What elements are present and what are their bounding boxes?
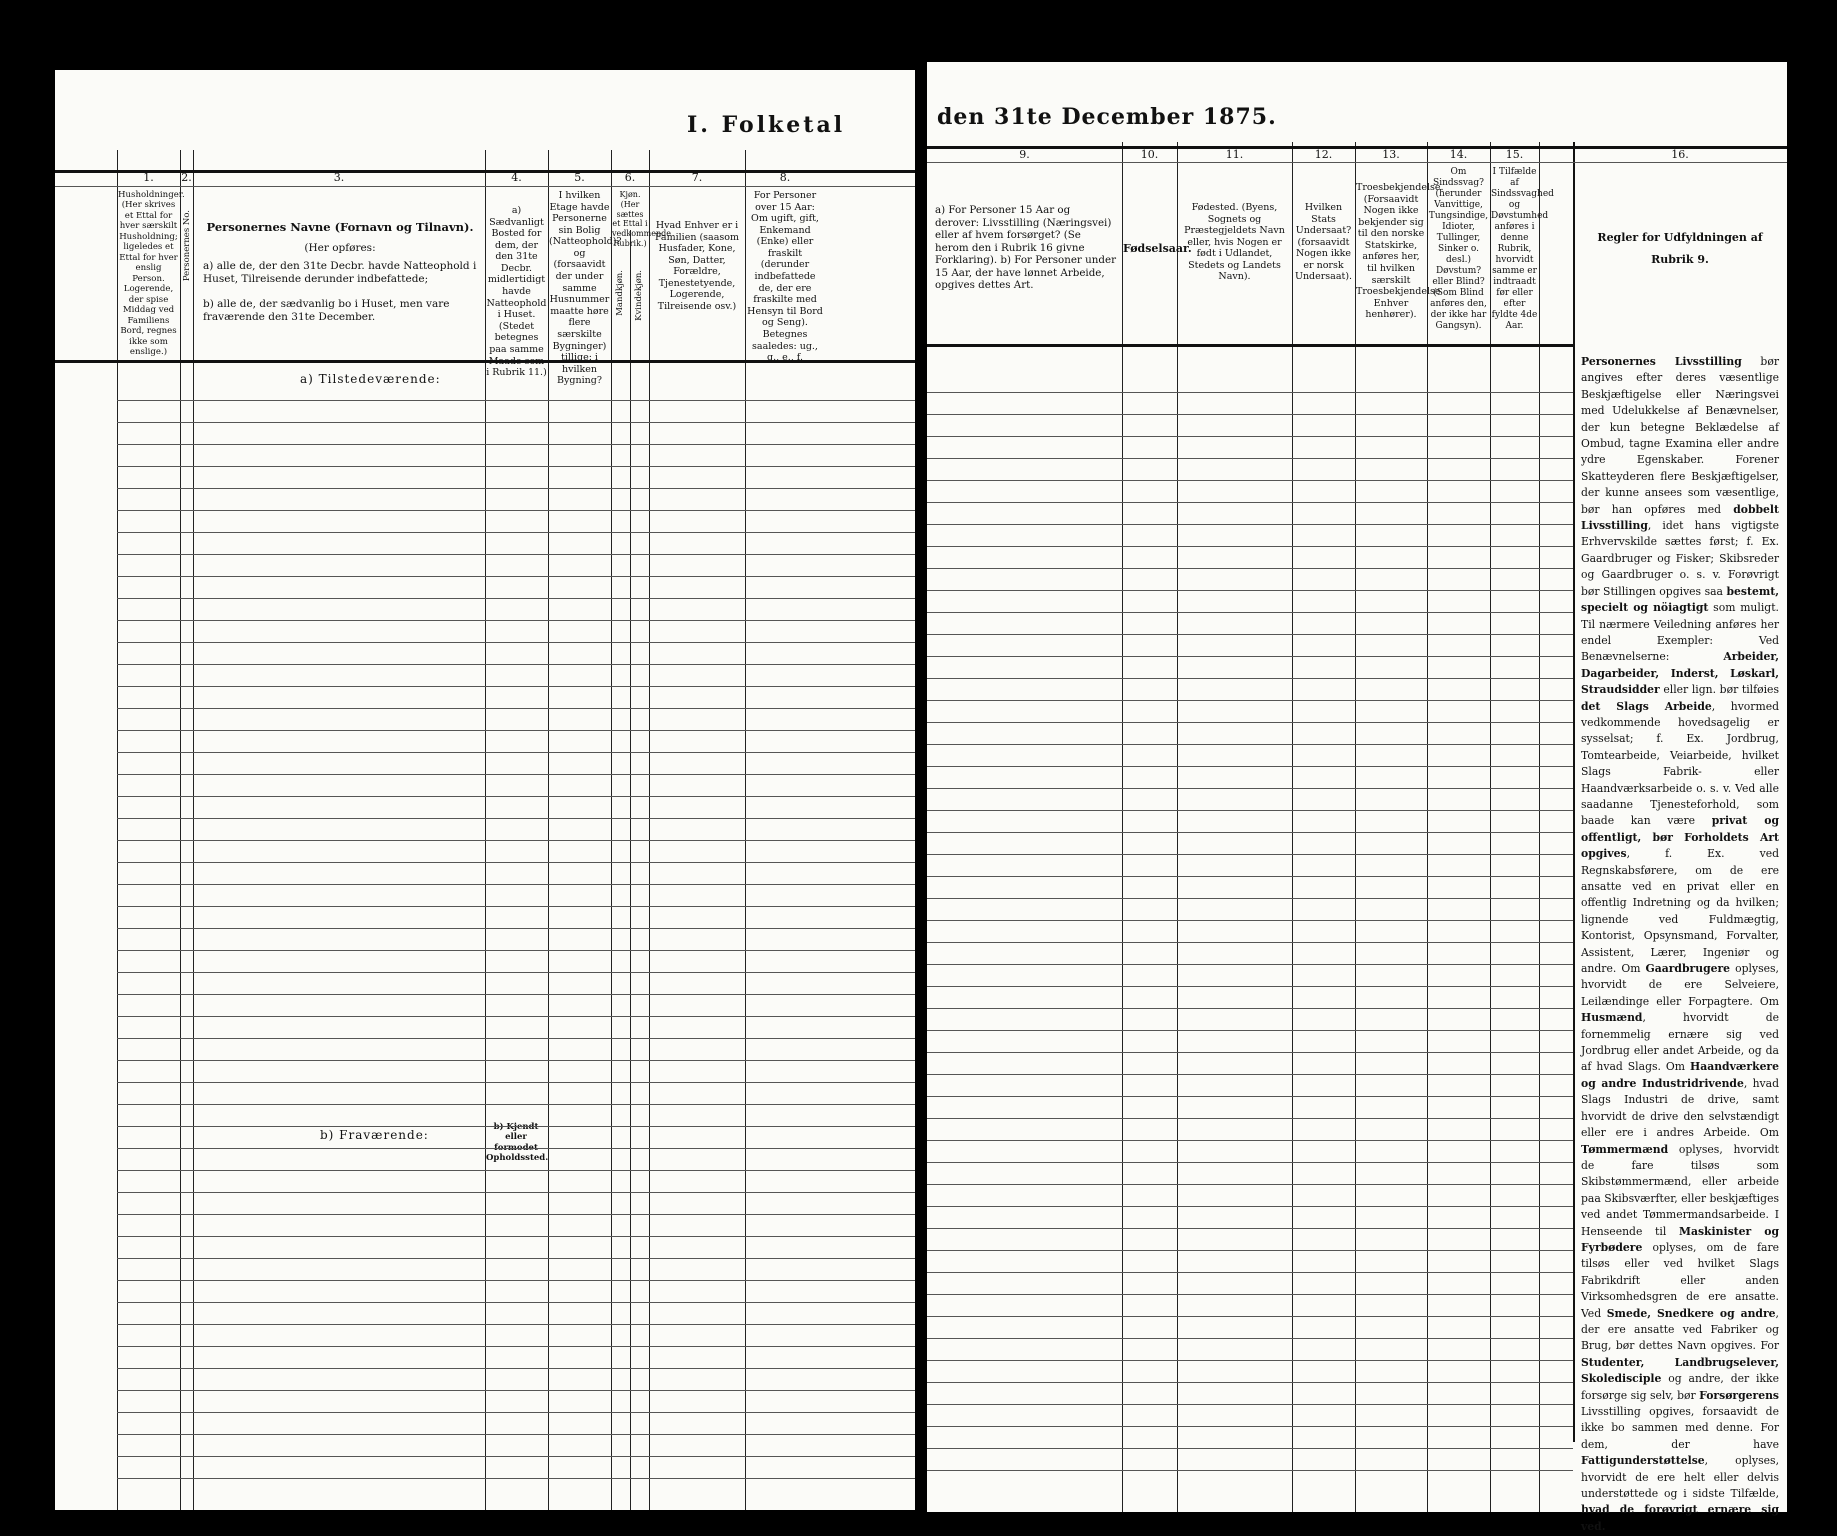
col-num-5: 5. xyxy=(574,171,585,184)
entry-line xyxy=(927,1140,1573,1141)
entry-line xyxy=(927,612,1573,613)
entry-line xyxy=(117,840,915,841)
left-page xyxy=(55,70,915,1510)
entry-line xyxy=(927,986,1573,987)
entry-line xyxy=(117,422,915,423)
entry-line xyxy=(927,1404,1573,1405)
col-6-header: Kjøn. (Her sættes et Ettal i vedkommende Rubrik.) xyxy=(612,190,671,248)
entry-line xyxy=(117,994,915,995)
col-num-7: 7. xyxy=(691,171,703,184)
rules-span: Om xyxy=(1752,994,1779,1008)
col-divider xyxy=(1177,142,1178,1512)
entry-line xyxy=(117,1412,915,1413)
entry-line xyxy=(117,950,915,951)
rules-span: som muligt. xyxy=(1708,601,1779,615)
entry-line xyxy=(117,1148,915,1149)
entry-line xyxy=(927,744,1573,745)
rules-span: , hvad Slags Industri de drive, samt hvorvidt de drive den selvstændigt eller ere i andres Arbeide. xyxy=(1581,1076,1779,1140)
rules-bold: dobbelt Livsstilling xyxy=(1581,502,1779,533)
entry-line xyxy=(117,1016,915,1017)
entry-line xyxy=(927,766,1573,767)
entry-line xyxy=(117,928,915,929)
rules-bold: bestemt, specielt og nöiagtigt xyxy=(1581,584,1779,615)
rules-bold: Maskinister og Fyrbødere xyxy=(1581,1224,1779,1254)
entry-line xyxy=(117,576,915,577)
rules-span: Ved xyxy=(1581,1306,1607,1320)
entry-line xyxy=(927,1294,1573,1295)
absent-label: b) Fraværende: xyxy=(320,1128,429,1142)
rules-span: Ved Benævnelserne: xyxy=(1581,633,1779,664)
entry-line xyxy=(927,568,1573,569)
col-divider xyxy=(1427,142,1428,1512)
entry-line xyxy=(117,1258,915,1259)
col-divider xyxy=(180,150,181,1510)
rules-bold: Personernes Livsstilling xyxy=(1581,355,1742,368)
rules-bold: Smede, Snedkere og andre xyxy=(1606,1306,1776,1320)
entry-line xyxy=(927,1250,1573,1251)
col-num-6: 6. xyxy=(624,171,636,184)
entry-line xyxy=(927,964,1573,965)
entry-line xyxy=(117,1126,915,1127)
rules-bold: Husmænd xyxy=(1581,1011,1643,1025)
col-num-3: 3. xyxy=(333,171,345,184)
col-num-14: 14. xyxy=(1449,148,1468,161)
rules-span: , idet hans vigtigste Erhvervskilde sættes først; f. Ex. Gaardbruger og Fisker; Skibsreder og Gaardbruger o. s. v. Forøvrigt bør Stillingen opgives saa xyxy=(1581,519,1779,598)
col-num-10: 10. xyxy=(1140,148,1159,161)
col-13-header: Troesbekjendelse. (Forsaavidt Nogen ikke bekjender sig til den norske Statskirke, anføres her, til hvilken særskilt Troesbekjendelse Enhver henhører). xyxy=(1356,182,1444,321)
entry-line xyxy=(117,1302,915,1303)
entry-line xyxy=(927,458,1573,459)
col-divider xyxy=(1539,142,1540,1512)
rules-span: For dem, der have xyxy=(1581,1421,1780,1451)
col-6-female: Kvindekjøn. xyxy=(634,270,644,321)
col-num-2: 2. xyxy=(181,171,192,184)
entry-line xyxy=(117,466,915,467)
rules-bold: Studenter, Landbrugselever, Skoledisciple xyxy=(1581,1355,1779,1386)
entry-line xyxy=(927,810,1573,811)
rules-span: Om xyxy=(1616,962,1646,976)
col-10-header: Fødselsaar. xyxy=(1123,242,1192,255)
entry-line xyxy=(927,1448,1573,1449)
entry-line xyxy=(927,1074,1573,1075)
rules-span: bør angives efter deres væsentlige Beskjæftigelse eller Næringsvei med Udelukkelse af Benævnelser, der kun betegne Beklædelse af Ombud, tagne Examina eller andre ydre Egenskaber. Forener Skatteyderen flere Beskjæftigelser, der kunne ansees som væsentlige, bør han opføres med xyxy=(1581,355,1779,516)
entry-line xyxy=(117,1346,915,1347)
col-divider xyxy=(1573,142,1575,1442)
col-15-header: I Tilfælde af Sindssvaghed og Døvstumhed anføres i denne Rubrik, hvorvidt samme er indtraadt før eller efter fyldte 4de Aar. xyxy=(1491,167,1554,331)
entry-line xyxy=(927,832,1573,833)
col-7-header: Hvad Enhver er i Familien (saasom Husfader, Kone, Søn, Datter, Forældre, Tjenestetyende, Logerende, Tilreisende osv.) xyxy=(654,220,739,313)
col-3-a: a) alle de, der den 31te Decbr. havde Natteophold i Huset, Tilreisende derunder indbefattede; xyxy=(203,260,477,285)
rules-span: , der ere ansatte ved Fabriker og Brug, bør dettes Navn opgives. xyxy=(1581,1306,1779,1353)
col-11-header: Fødested. (Byens, Sognets og Præstegjeldets Navn eller, hvis Nogen er født i Udlandet, Stedets og Landets Navn). xyxy=(1184,202,1285,283)
col-num-1: 1. xyxy=(143,171,154,184)
col-9-header: a) For Personer 15 Aar og derover: Livsstilling (Næringsvei) eller af hvem forsørget? (Se herom den i Rubrik 16 givne Forklaring). b) For Personer under 15 Aar, der have lønnet Arbeide, opgives dettes Art. xyxy=(935,204,1116,292)
rules-span: Livsstilling opgives, forsaavidt de ikke bo sammen med denne. xyxy=(1581,1405,1779,1435)
col-6-male: Mandkjøn. xyxy=(615,270,625,316)
entry-line xyxy=(927,634,1573,635)
entry-line xyxy=(117,906,915,907)
entry-line xyxy=(927,942,1573,943)
entry-line xyxy=(927,1030,1573,1031)
entry-line xyxy=(117,796,915,797)
rules-bold: privat og offentligt, bør Forholdets Art opgives xyxy=(1581,814,1780,861)
entry-line xyxy=(927,1052,1573,1053)
entry-line xyxy=(927,392,1573,393)
entry-line xyxy=(117,1280,915,1281)
col-num-15: 15. xyxy=(1505,148,1524,161)
entry-line xyxy=(927,876,1573,877)
entry-line xyxy=(927,722,1573,723)
col-16-header: Regler for Udfyldningen af Rubrik 9. xyxy=(1597,231,1763,266)
entry-line xyxy=(927,480,1573,481)
col-num-4: 4. xyxy=(511,171,522,184)
entry-line xyxy=(927,502,1573,503)
entry-line xyxy=(117,730,915,731)
col-2-header: Personernes No. xyxy=(182,210,192,282)
entry-line xyxy=(927,1206,1573,1207)
entry-line xyxy=(117,1170,915,1171)
rules-span: oplyses, hvorvidt de ere Selveiere, Leilændinge eller Forpagtere. xyxy=(1581,962,1779,1008)
col-divider xyxy=(1355,142,1356,1512)
entry-line xyxy=(927,1426,1573,1427)
entry-line xyxy=(117,774,915,775)
entry-line xyxy=(927,1272,1573,1273)
entry-line xyxy=(117,1082,915,1083)
rules-span: eller lign. bør tilføies xyxy=(1659,683,1779,697)
rules-bold: det Slags Arbeide xyxy=(1581,699,1712,713)
page-title-left: I. Folketal xyxy=(687,112,846,138)
entry-line xyxy=(117,400,915,401)
entry-line xyxy=(117,1236,915,1237)
rules-span: Til nærmere Veiledning anføres her endel Exempler: xyxy=(1581,617,1779,647)
header-rule xyxy=(927,162,1787,163)
rules-bold: Forsørgerens xyxy=(1699,1388,1779,1402)
col-1-header: Husholdninger. (Her skrives et Ettal for hver særskilt Husholdning; ligeledes et Ettal for hver enslig Person. Logerende, der spise Middag ved Familiens Bord, regnes ikke som enslige.) xyxy=(118,190,185,358)
present-label: a) Tilstedeværende: xyxy=(300,372,441,386)
rules-span: , f. Ex. ved Regnskabsførere, om de ere ansatte ved en privat eller en offentlig Indretning og da hvilken; lignende ved Fuldmægtig, Kontorist, Opsynsmand, Forvalter, Assistent, Lærer, Ingeniør og andre. xyxy=(1581,847,1779,976)
rules-span: Om xyxy=(1750,1126,1779,1140)
entry-line xyxy=(117,1192,915,1193)
entry-line xyxy=(927,1360,1573,1361)
entry-line xyxy=(927,1162,1573,1163)
entry-line xyxy=(117,1478,915,1479)
col-num-8: 8. xyxy=(779,171,791,184)
rules-span: , hvormed vedkommende hovedsagelig er sysselsat; f. Ex. Jordbrug, Tomtearbeide, Veiarbeide, hvilket Slags Fabrik- eller Haandværksarbeide o. s. v. xyxy=(1581,699,1779,795)
col-8-header: For Personer over 15 Aar: Om ugift, gift, Enkemand (Enke) eller fraskilt (derunder indbefattede de, der ere fraskilte med Hensyn til Bord og Seng). Betegnes saaledes: ug., g., e., f. xyxy=(747,190,823,364)
entry-line xyxy=(117,664,915,665)
rules-span: oplyses, om de fare tilsøs eller ved hvilket Slags Fabrikdrift eller anden Virksomhedsgren de ere ansatte. xyxy=(1581,1240,1779,1304)
col-num-13: 13. xyxy=(1382,148,1400,161)
entry-line xyxy=(927,920,1573,921)
entry-line xyxy=(927,414,1573,415)
entry-line xyxy=(117,598,915,599)
entry-line xyxy=(927,1382,1573,1383)
entry-line xyxy=(117,642,915,643)
absent-note: b) Kjendt eller formodet Opholdssted. xyxy=(486,1122,549,1164)
entry-line xyxy=(117,1104,915,1105)
col-divider xyxy=(1122,142,1123,1512)
col-14-header: Om Sindssvag? (herunder Vanvittige, Tungsindige, Idioter, Tullinger, Sinker o. desl.) Døvstum? eller Blind? (Som Blind anføres den, der ikke har Gangsyn). xyxy=(1428,167,1489,331)
entry-line xyxy=(117,1456,915,1457)
entry-line xyxy=(117,884,915,885)
entry-line xyxy=(927,700,1573,701)
entry-line xyxy=(117,1060,915,1061)
entry-line xyxy=(117,1038,915,1039)
entry-line xyxy=(117,532,915,533)
rules-span: , oplyses, hvorvidt de ere helt eller delvis understøttede og i sidste Tilfælde, xyxy=(1581,1454,1779,1501)
entry-line xyxy=(927,1096,1573,1097)
col-num-12: 12. xyxy=(1314,148,1333,161)
rules-span: For xyxy=(1755,1339,1780,1353)
col-3-heading: Personernes Navne (Fornavn og Tilnavn). xyxy=(206,220,474,234)
entry-line xyxy=(117,1434,915,1435)
col-num-11: 11. xyxy=(1225,148,1244,161)
entry-line xyxy=(117,1368,915,1369)
entry-line xyxy=(117,1390,915,1391)
entry-line xyxy=(117,708,915,709)
entry-line xyxy=(927,788,1573,789)
entry-line xyxy=(927,1118,1573,1119)
col-5-header: I hvilken Etage havde Personerne sin Bolig (Natteophold)? og (forsaavidt der under samme Husnummer maatte høre flere særskilte Bygninger) tillige: i hvilken Bygning? xyxy=(549,190,622,387)
entry-line xyxy=(117,752,915,753)
rules-span: , hvorvidt de fornemmelig ernære sig ved Jordbrug eller andet Arbeide, og da af hvad Slags. xyxy=(1581,1011,1779,1074)
rules-text xyxy=(1577,354,1783,1535)
entry-line xyxy=(117,686,915,687)
entry-line xyxy=(117,862,915,863)
rules-bold: Tømmermænd xyxy=(1581,1142,1669,1156)
entry-line xyxy=(927,1228,1573,1229)
entry-line xyxy=(927,546,1573,547)
entry-line xyxy=(117,620,915,621)
entry-line xyxy=(927,1470,1573,1471)
header-rule xyxy=(927,344,1573,347)
rules-bold: Haandværkere og andre Industridrivende xyxy=(1581,1060,1779,1090)
rules-bold: Fattigunderstøttelse xyxy=(1581,1454,1705,1468)
rules-span: Ved alle saadanne Tjenesteforhold, som baade kan være xyxy=(1581,781,1779,828)
rules-bold: Arbeider, Dagarbeider, Inderst, Løskarl, Straudsidder xyxy=(1581,650,1779,697)
entry-line xyxy=(927,678,1573,679)
entry-line xyxy=(927,854,1573,855)
entry-line xyxy=(117,1324,915,1325)
col-num-16: 16. xyxy=(1671,148,1689,161)
rules-span: Om xyxy=(1660,1060,1690,1074)
entry-line xyxy=(927,656,1573,657)
entry-line xyxy=(117,510,915,511)
rules-span: I Henseende til xyxy=(1581,1208,1779,1238)
entry-line xyxy=(117,818,915,819)
entry-line xyxy=(117,554,915,555)
rules-span: og andre, der ikke forsørge sig selv, bør xyxy=(1581,1372,1779,1402)
col-3-sub: (Her opføres: xyxy=(304,242,376,254)
col-12-header: Hvilken Stats Undersaat? (forsaavidt Nogen ikke er norsk Undersaat). xyxy=(1294,202,1353,283)
entry-line xyxy=(927,898,1573,899)
entry-line xyxy=(117,444,915,445)
col-divider xyxy=(1490,142,1491,1512)
entry-line xyxy=(117,972,915,973)
col-4-header: a) Sædvanligt Bosted for dem, der den 31te Decbr. midlertidigt havde Natteophold i Huset. (Stedet betegnes paa samme Maade som i Rubrik 11.) xyxy=(486,205,547,379)
entry-line xyxy=(927,436,1573,437)
col-divider xyxy=(611,150,612,1510)
rules-span: oplyses, hvorvidt de fare tilsøs som Skibstømmermænd, eller arbeide paa Skibsværfter, eller beskjæftiges ved andet Tømmermandsarbeide. xyxy=(1581,1142,1779,1222)
header-rule xyxy=(55,186,915,187)
page-title-right: den 31te December 1875. xyxy=(937,104,1277,130)
right-page xyxy=(927,62,1787,1533)
col-num-9: 9. xyxy=(1019,148,1030,161)
entry-line xyxy=(927,1184,1573,1185)
entry-line xyxy=(927,524,1573,525)
rules-bold: Gaardbrugere xyxy=(1645,962,1731,976)
entry-line xyxy=(117,488,915,489)
rules-bold: hvad de forøvrigt ernære sig ved. xyxy=(1581,1503,1779,1533)
entry-line xyxy=(927,1008,1573,1009)
col-divider xyxy=(193,150,194,1510)
entry-line xyxy=(927,1316,1573,1317)
entry-line xyxy=(927,590,1573,591)
col-3-b: b) alle de, der sædvanlig bo i Huset, men vare fraværende den 31te December. xyxy=(203,298,450,323)
col-divider xyxy=(1292,142,1293,1512)
entry-line xyxy=(117,1214,915,1215)
entry-line xyxy=(927,1338,1573,1339)
